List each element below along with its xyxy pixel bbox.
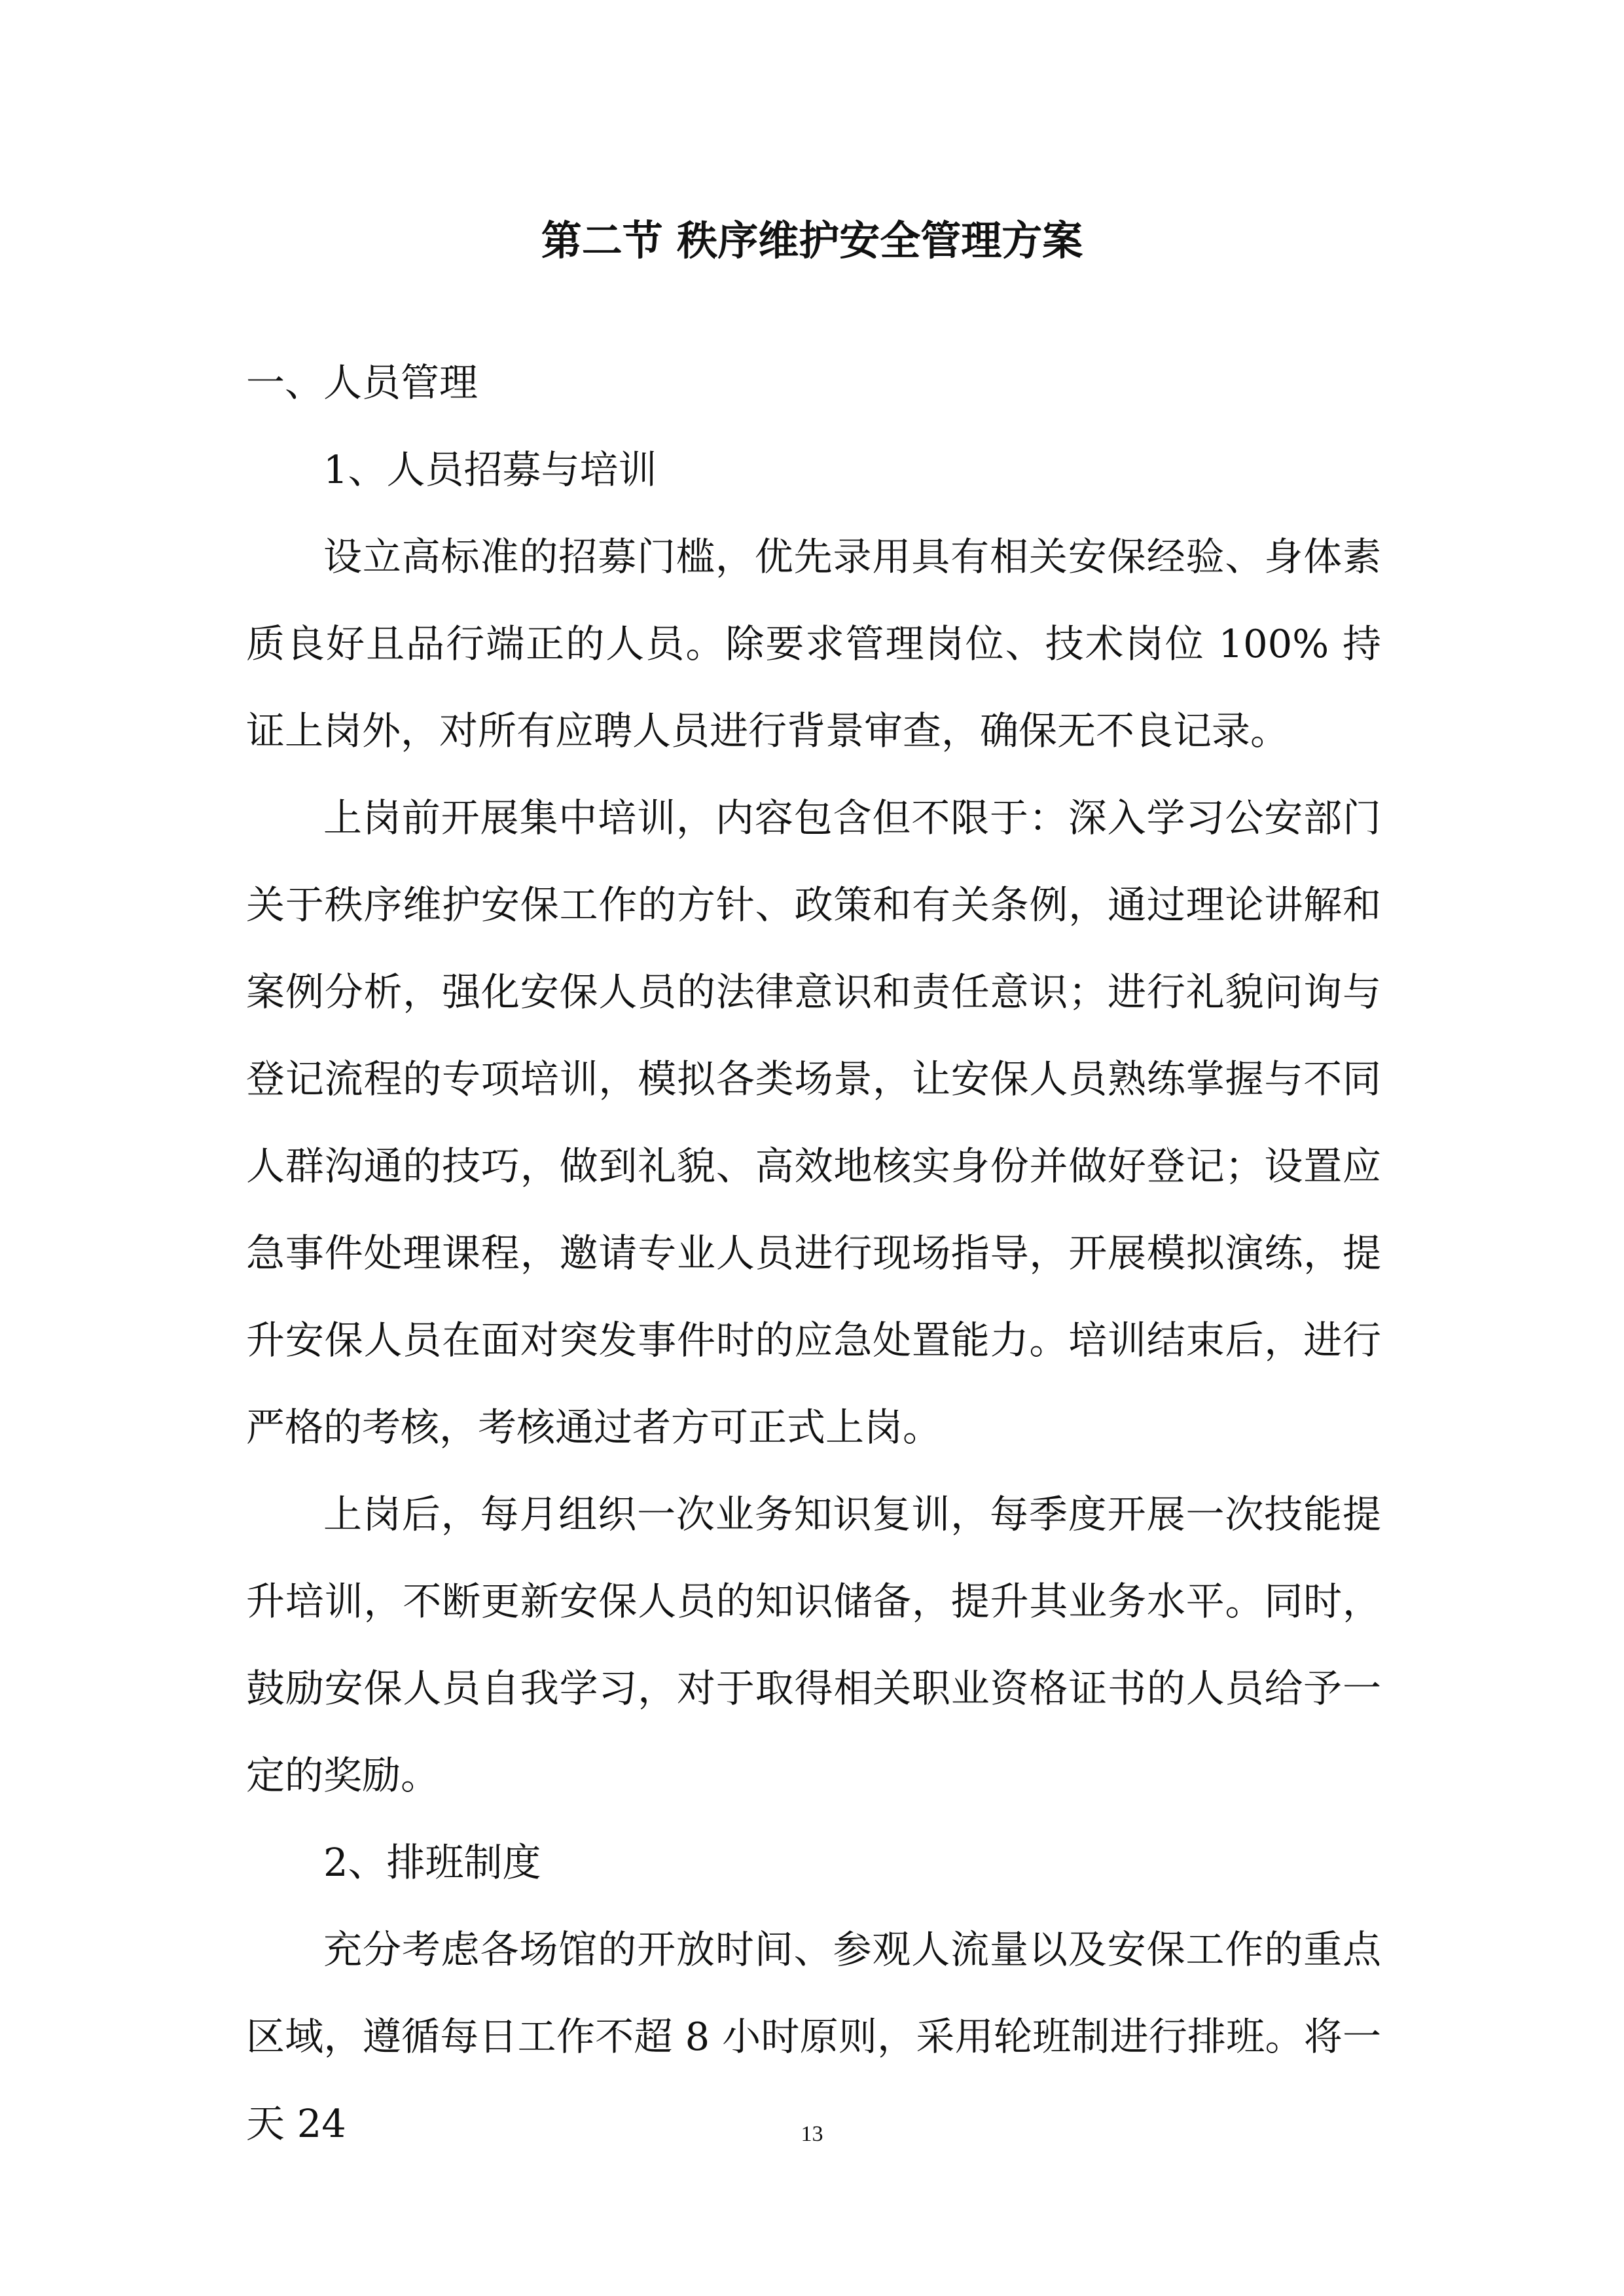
subsection-heading-shift-system: 2、排班制度 bbox=[323, 1840, 541, 1885]
section-heading-personnel-management: 一、人员管理 bbox=[246, 360, 478, 405]
paragraph-post-duty-training: 上岗后，每月组织一次业务知识复训，每季度开展一次技能提升培训，不断更新安保人员的知识储备，提升其业务水平。同时，鼓励安保人员自我学习，对于取得相关职业资格证书的人员给予一定的奖励。 bbox=[246, 1492, 1381, 1798]
paragraph-recruitment-threshold: 设立高标准的招募门槛，优先录用具有相关安保经验、身体素质良好且品行端正的人员。除要求管理岗位、技术岗位 100% 持证上岗外，对所有应聘人员进行背景审查，确保无不良记录。 bbox=[246, 534, 1381, 753]
document-body bbox=[246, 339, 1381, 2167]
page-title: 第二节 秩序维护安全管理方案 bbox=[541, 217, 1083, 264]
paragraph-shift-scheduling: 充分考虑各场馆的开放时间、参观人流量以及安保工作的重点区域，遵循每日工作不超 8 小时原则，采用轮班制进行排班。将一天 24 bbox=[246, 1927, 1381, 2146]
page-number: 13 bbox=[801, 2122, 823, 2146]
subsection-heading-recruitment-training: 1、人员招募与培训 bbox=[323, 447, 657, 492]
paragraph-pre-duty-training: 上岗前开展集中培训，内容包含但不限于：深入学习公安部门关于秩序维护安保工作的方针、政策和有关条例，通过理论讲解和案例分析，强化安保人员的法律意识和责任意识；进行礼貌问询与登记流程的专项培训，模拟各类场景，让安保人员熟练掌握与不同人群沟通的技巧，做到礼貌、高效地核实身份并做好登记；设置应急事件处理课程，邀请专业人员进行现场指导，开展模拟演练，提升安保人员在面对突发事件时的应急处置能力。培训结束后，进行严格的考核，考核通过者方可正式上岗。 bbox=[246, 795, 1381, 1450]
